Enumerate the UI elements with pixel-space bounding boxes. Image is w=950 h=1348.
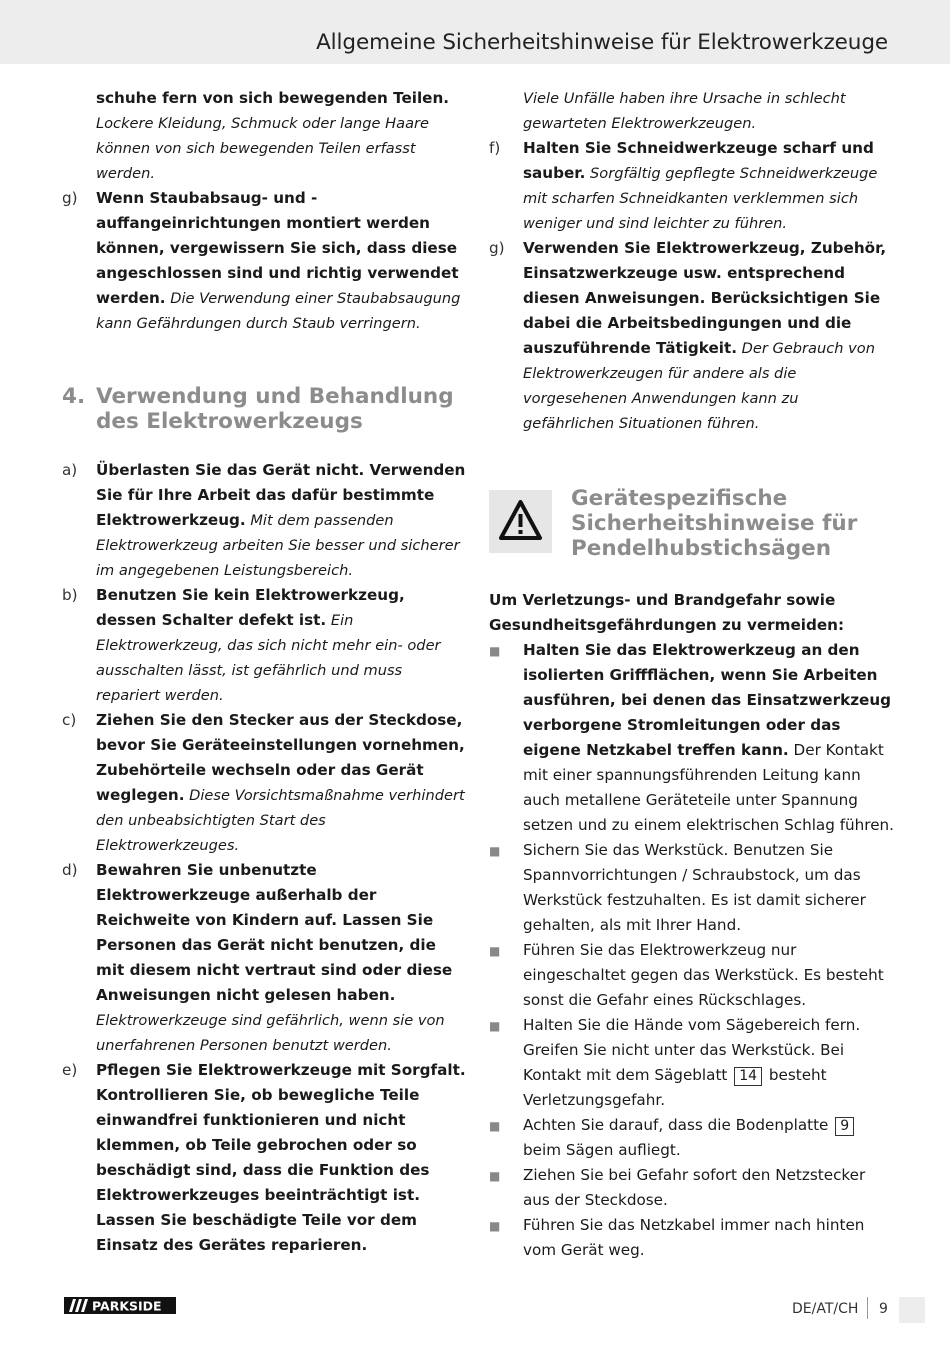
item-text: Sichern Sie das Werkstück. Benutzen Sie Spannvorrichtungen / Schraubstock, um das Werkstück festzuhalten. Es ist damit sicherer gehalten, als mit Ihrer Hand. xyxy=(523,841,866,934)
brand-text: PARKSIDE xyxy=(92,1298,162,1314)
section-title: Verwendung und Behandlung des Elektrowerkzeugs xyxy=(96,384,454,434)
bullet-marker: ■ xyxy=(489,1219,501,1233)
bullet-marker: ■ xyxy=(489,944,501,958)
item-bold-text: Wenn Staubabsaug- und -auffangeinrichtungen montiert werden können, vergewissern Sie sich, dass diese angeschlossen sind und richtig verwendet werden. xyxy=(96,189,459,307)
item-text: Führen Sie das Elektrowerkzeug nur eingeschaltet gegen das Werkstück. Es besteht sonst die Gefahr eines Rückschlages. xyxy=(523,941,884,1009)
warning-title: Gerätespezifische Sicherheitshinweise für Pendelhubstichsägen xyxy=(571,486,858,561)
item-italic-text: Elektrowerkzeuge sind gefährlich, wenn sie von unerfahrenen Personen benutzt werden. xyxy=(96,1012,445,1054)
item-marker: f) xyxy=(489,139,501,157)
part-reference: 14 xyxy=(734,1067,762,1086)
item-italic-text: Der Gebrauch von Elektrowerkzeugen für andere als die vorgesehenen Anwendungen kann zu gefährlichen Situationen führen. xyxy=(523,340,875,432)
item-marker: a) xyxy=(62,461,78,479)
page-header xyxy=(0,0,950,64)
item-bold-text: Pflegen Sie Elektrowerkzeuge mit Sorgfalt. Kontrollieren Sie, ob bewegliche Teile einwandfrei funktionieren und nicht klemmen, ob Teile gebrochen oder so beschädigt sind, dass die Funktion des Elektrowerkzeuges beeinträchtigt ist. Lassen Sie beschädigte Teile vor dem Einsatz des Gerätes reparieren. xyxy=(96,1061,466,1254)
bullet-item xyxy=(489,938,894,1013)
item-text: Der Kontakt mit einer spannungsführenden Leitung kann auch metallene Geräteteile unter Spannung setzen und zu einem elektrischen Schlag führen. xyxy=(523,741,895,834)
item-bold-text: Ziehen Sie den Stecker aus der Steckdose, bevor Sie Geräteeinstellungen vornehmen, Zubehörteile wechseln oder das Gerät weglegen. xyxy=(96,711,465,804)
section-heading xyxy=(62,384,467,434)
continued-text xyxy=(489,86,894,136)
page-number: 9 xyxy=(879,1301,888,1317)
item-bold-text: Halten Sie das Elektrowerkzeug an den isolierten Griffflächen, wenn Sie Arbeiten ausführen, bei denen das Einsatzwerkzeug verborgene Stromleitungen oder das eigene Netzkabel treffen kann. xyxy=(523,641,892,759)
list-item-c xyxy=(62,708,467,858)
bullet-item xyxy=(489,1163,894,1213)
item-bold-text: Halten Sie Schneidwerkzeuge scharf und sauber. xyxy=(523,139,874,182)
section-number: 4. xyxy=(62,384,86,409)
item-italic-text: Viele Unfälle haben ihre Ursache in schlecht gewarteten Elektrowerkzeugen. xyxy=(523,90,846,132)
warning-heading xyxy=(489,486,894,561)
bullet-item xyxy=(489,638,894,838)
header-title: Allgemeine Sicherheitshinweise für Elektrowerkzeuge xyxy=(316,30,888,55)
parkside-logo xyxy=(64,1297,176,1314)
bullet-marker: ■ xyxy=(489,1119,501,1133)
item-text: Halten Sie die Hände vom Sägebereich fern. Greifen Sie nicht unter das Werkstück. Bei Kontakt mit dem Sägeblatt xyxy=(523,1016,861,1084)
item-bold-text: Überlasten Sie das Gerät nicht. Verwenden Sie für Ihre Arbeit das dafür bestimmte Elektrowerkzeug. xyxy=(96,461,466,529)
item-marker: g) xyxy=(62,189,78,207)
list-item-a xyxy=(62,458,467,583)
list-item-e xyxy=(62,1058,467,1258)
bullet-item xyxy=(489,1013,894,1113)
right-column xyxy=(489,86,894,1263)
item-italic-text: Die Verwendung einer Staubabsaugung kann Gefährdungen durch Staub verringern. xyxy=(96,290,461,332)
item-marker: d) xyxy=(62,861,78,879)
list-item-f xyxy=(489,136,894,236)
item-bold-text: Bewahren Sie unbenutzte Elektrowerkzeuge außerhalb der Reichweite von Kindern auf. Lassen Sie Personen das Gerät nicht benutzen, die mit diesem nicht vertraut sind oder diese Anweisungen nicht gelesen haben. xyxy=(96,861,453,1004)
parkside-logo-mark xyxy=(64,1297,176,1314)
footer-divider xyxy=(867,1297,868,1319)
region-label: DE/AT/CH xyxy=(792,1301,859,1317)
continued-item xyxy=(62,86,467,186)
item-italic-text: Mit dem passenden Elektrowerkzeug arbeiten Sie besser und sicherer im angegebenen Leistungsbereich. xyxy=(96,512,460,579)
item-italic-text: Sorgfältig gepflegte Schneidwerkzeuge mit scharfen Schneidkanten verklemmen sich weniger und sind leichter zu führen. xyxy=(523,165,878,232)
warning-icon-box xyxy=(489,490,552,553)
item-text: beim Sägen aufliegt. xyxy=(523,1141,681,1159)
list-item-g xyxy=(62,186,467,336)
list-item-b xyxy=(62,583,467,708)
item-marker: g) xyxy=(489,239,505,257)
bullet-marker: ■ xyxy=(489,1169,501,1183)
item-italic-text: Lockere Kleidung, Schmuck oder lange Haare können von sich bewegenden Teilen erfasst werden. xyxy=(96,115,429,182)
item-text: besteht Verletzungsgefahr. xyxy=(523,1066,827,1109)
list-item-g-right xyxy=(489,236,894,436)
part-reference: 9 xyxy=(835,1117,854,1136)
bullet-item xyxy=(489,1113,894,1163)
item-text: Führen Sie das Netzkabel immer nach hinten vom Gerät weg. xyxy=(523,1216,865,1259)
warning-triangle-icon xyxy=(489,490,552,553)
bullet-marker: ■ xyxy=(489,1019,501,1033)
item-italic-text: Ein Elektrowerkzeug, das sich nicht mehr ein- oder ausschalten lässt, ist gefährlich und muss repariert werden. xyxy=(96,612,441,704)
section-list xyxy=(62,458,467,1258)
intro-text: Um Verletzungs- und Brandgefahr sowie Gesundheitsgefährdungen zu vermeiden: xyxy=(489,591,845,634)
left-column xyxy=(62,86,467,1258)
item-marker: e) xyxy=(62,1061,78,1079)
bullet-item xyxy=(489,1213,894,1263)
bullet-marker: ■ xyxy=(489,844,501,858)
item-text: Ziehen Sie bei Gefahr sofort den Netzstecker aus der Steckdose. xyxy=(523,1166,866,1209)
item-marker: c) xyxy=(62,711,77,729)
bullet-marker: ■ xyxy=(489,644,501,658)
item-bold-text: Verwenden Sie Elektrowerkzeug, Zubehör, Einsatzwerkzeuge usw. entsprechend diesen Anweisungen. Berücksichtigen Sie dabei die Arbeitsbedingungen und die auszuführende Tätigkeit. xyxy=(523,239,887,357)
item-bold-text: schuhe fern von sich bewegenden Teilen. xyxy=(96,89,450,107)
item-italic-text: Diese Vorsichtsmaßnahme verhindert den unbeabsichtigten Start des Elektrowerkzeuges. xyxy=(96,787,465,854)
list-item-d xyxy=(62,858,467,1058)
page-tab-marker xyxy=(899,1297,925,1323)
item-marker: b) xyxy=(62,586,78,604)
bullet-item xyxy=(489,838,894,938)
item-bold-text: Benutzen Sie kein Elektrowerkzeug, dessen Schalter defekt ist. xyxy=(96,586,405,629)
item-text: Achten Sie darauf, dass die Bodenplatte xyxy=(523,1116,829,1134)
